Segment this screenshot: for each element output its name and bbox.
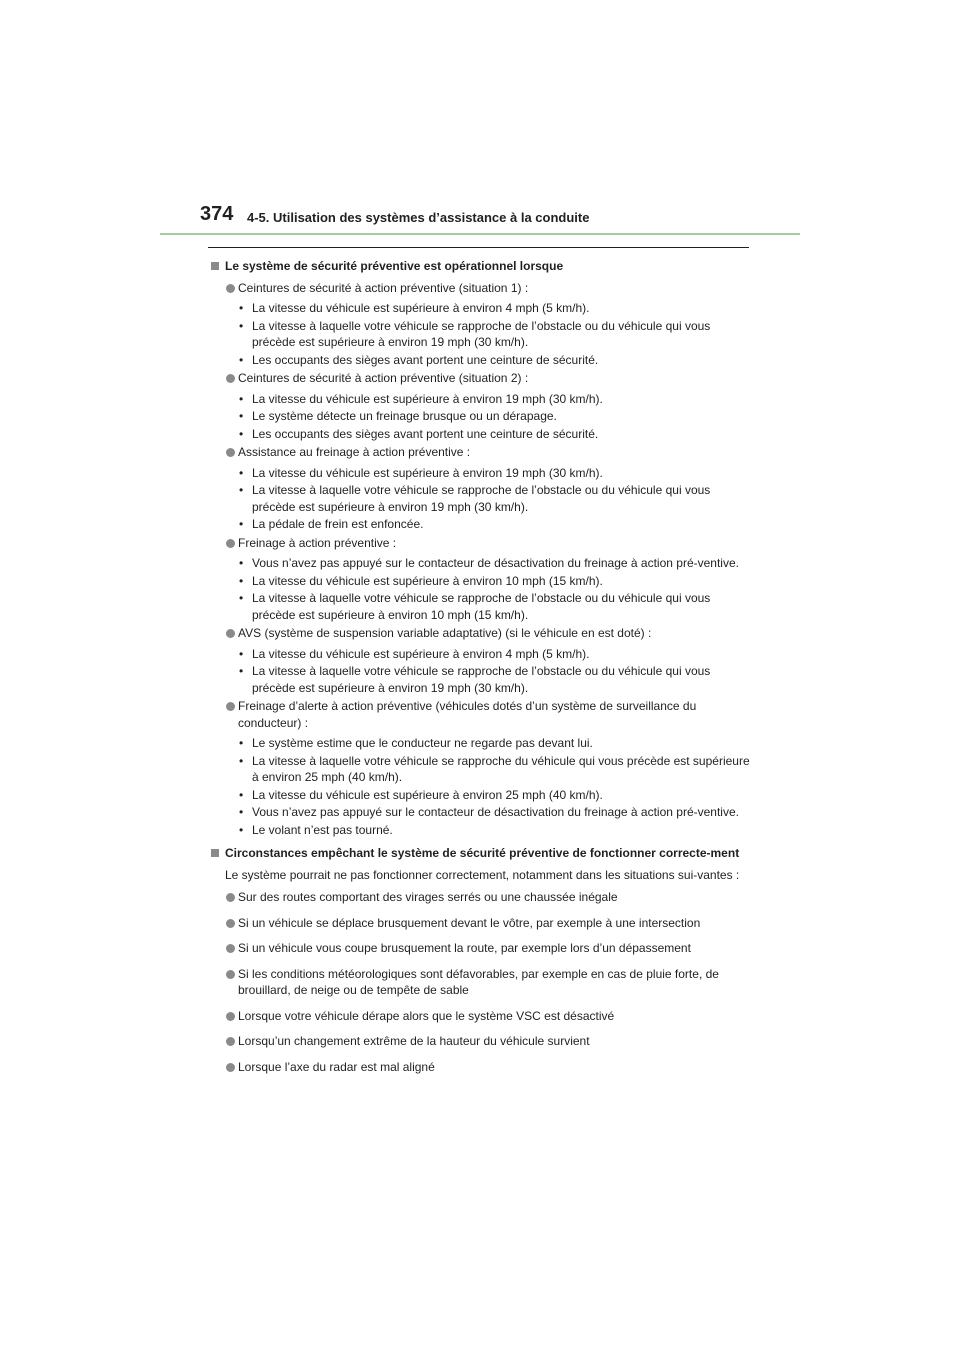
circumstance-item: Lorsque votre véhicule dérape alors que le système VSC est désactivé: [210, 1008, 750, 1025]
bullet-list: [210, 735, 750, 838]
list-item: • La vitesse à laquelle votre véhicule se rapproche de l’obstacle ou du véhicule qui vous précède est supérieure à environ 19 mph (30 km/h).: [239, 483, 711, 514]
circle-bullet-icon: [226, 284, 235, 293]
condition-block: [210, 698, 750, 838]
condition-label: Freinage d’alerte à action préventive (véhicules dotés d’un système de surveillance du conducteur) :: [210, 698, 750, 731]
circle-bullet-icon: [226, 1037, 235, 1046]
list-item: • La vitesse à laquelle votre véhicule se rapproche de l’obstacle ou du véhicule qui vous précède est supérieure à environ 10 mph (15 km/h).: [239, 591, 711, 622]
list-item: • La vitesse du véhicule est supérieure à environ 25 mph (40 km/h).: [239, 787, 603, 802]
circle-bullet-icon: [226, 944, 235, 953]
list-item: • La vitesse du véhicule est supérieure à environ 4 mph (5 km/h).: [239, 646, 590, 661]
circle-bullet-icon: [226, 1012, 235, 1021]
content-top-rule: [208, 247, 749, 248]
bullet-list: [210, 646, 750, 697]
intro-paragraph: Le système pourrait ne pas fonctionner correctement, notamment dans les situations sui-vantes :: [225, 867, 740, 882]
circumstance-item: Sur des routes comportant des virages serrés ou une chaussée inégale: [210, 889, 750, 906]
page-number: 374: [200, 203, 234, 225]
circumstance-item: Si un véhicule vous coupe brusquement la route, par exemple lors d’un dépassement: [210, 940, 750, 957]
list-item: • La pédale de frein est enfoncée.: [239, 517, 424, 531]
condition-label: Ceintures de sécurité à action préventive (situation 1) :: [210, 280, 750, 297]
circle-bullet-icon: [226, 539, 235, 548]
square-bullet-icon: [211, 262, 219, 270]
circumstance-item: Lorsqu’un changement extrême de la hauteur du véhicule survient: [210, 1033, 750, 1050]
bullet-list: [210, 391, 750, 443]
list-item: • La vitesse à laquelle votre véhicule se rapproche du véhicule qui vous précède est supérieure à environ 25 mph (40 km/h).: [239, 753, 750, 784]
page-content: [210, 258, 750, 1079]
bullet-list: [210, 465, 750, 533]
list-item: • Le système estime que le conducteur ne regarde pas devant lui.: [239, 736, 593, 750]
section-title: 4-5. Utilisation des systèmes d’assistance à la conduite: [247, 210, 590, 225]
list-item: • La vitesse à laquelle votre véhicule se rapproche de l’obstacle ou du véhicule qui vous précède est supérieure à environ 19 mph (30 km/h).: [239, 664, 711, 695]
circle-bullet-icon: [226, 919, 235, 928]
bullet-list: [210, 555, 750, 623]
list-item: • Les occupants des sièges avant portent une ceinture de sécurité.: [239, 352, 599, 367]
condition-label: Ceintures de sécurité à action préventive (situation 2) :: [210, 370, 750, 387]
page-header: [0, 0, 960, 240]
condition-block: [210, 370, 750, 442]
circle-bullet-icon: [226, 970, 235, 979]
circumstance-item: Lorsque l’axe du radar est mal aligné: [210, 1059, 750, 1076]
condition-block: [210, 280, 750, 369]
list-item: • Les occupants des sièges avant portent une ceinture de sécurité.: [239, 426, 599, 441]
circumstance-item: Si un véhicule se déplace brusquement devant le vôtre, par exemple à une intersection: [210, 915, 750, 932]
list-item: • La vitesse du véhicule est supérieure à environ 4 mph (5 km/h).: [239, 301, 590, 315]
list-item: • La vitesse du véhicule est supérieure à environ 19 mph (30 km/h).: [239, 465, 603, 480]
list-item: • La vitesse du véhicule est supérieure à environ 10 mph (15 km/h).: [239, 573, 603, 588]
bullet-list: [210, 300, 750, 368]
condition-label: Assistance au freinage à action préventive :: [210, 444, 750, 461]
circumstance-item: Si les conditions météorologiques sont défavorables, par exemple en cas de pluie forte, de brouillard, de neige ou de tempête de sable: [210, 966, 750, 999]
condition-block: [210, 444, 750, 533]
list-item: • Vous n’avez pas appuyé sur le contacteur de désactivation du freinage à action pré-ventive.: [239, 805, 739, 819]
circle-bullet-icon: [226, 893, 235, 902]
condition-label: AVS (système de suspension variable adaptative) (si le véhicule en est doté) :: [210, 625, 750, 642]
circle-bullet-icon: [226, 702, 235, 711]
condition-block: [210, 625, 750, 696]
header-rule: [160, 233, 800, 235]
square-bullet-icon: [211, 849, 219, 857]
circle-bullet-icon: [226, 448, 235, 457]
circle-bullet-icon: [226, 629, 235, 638]
list-item: • La vitesse du véhicule est supérieure à environ 19 mph (30 km/h).: [239, 391, 603, 406]
list-item: • Le système détecte un freinage brusque ou un dérapage.: [239, 409, 557, 423]
circle-bullet-icon: [226, 374, 235, 383]
list-item: • Le volant n’est pas tourné.: [239, 822, 393, 837]
section-heading-operational: Le système de sécurité préventive est opérationnel lorsque: [210, 258, 750, 275]
condition-label: Freinage à action préventive :: [210, 535, 750, 552]
circle-bullet-icon: [226, 1063, 235, 1072]
list-item: • Vous n’avez pas appuyé sur le contacteur de désactivation du freinage à action pré-ventive.: [239, 556, 739, 570]
section-heading-circumstances: Circonstances empêchant le système de sécurité préventive de fonctionner correcte-ment: [210, 845, 750, 862]
list-item: • La vitesse à laquelle votre véhicule se rapproche de l’obstacle ou du véhicule qui vous précède est supérieure à environ 19 mph (30 km/h).: [239, 318, 711, 349]
condition-block: [210, 535, 750, 624]
